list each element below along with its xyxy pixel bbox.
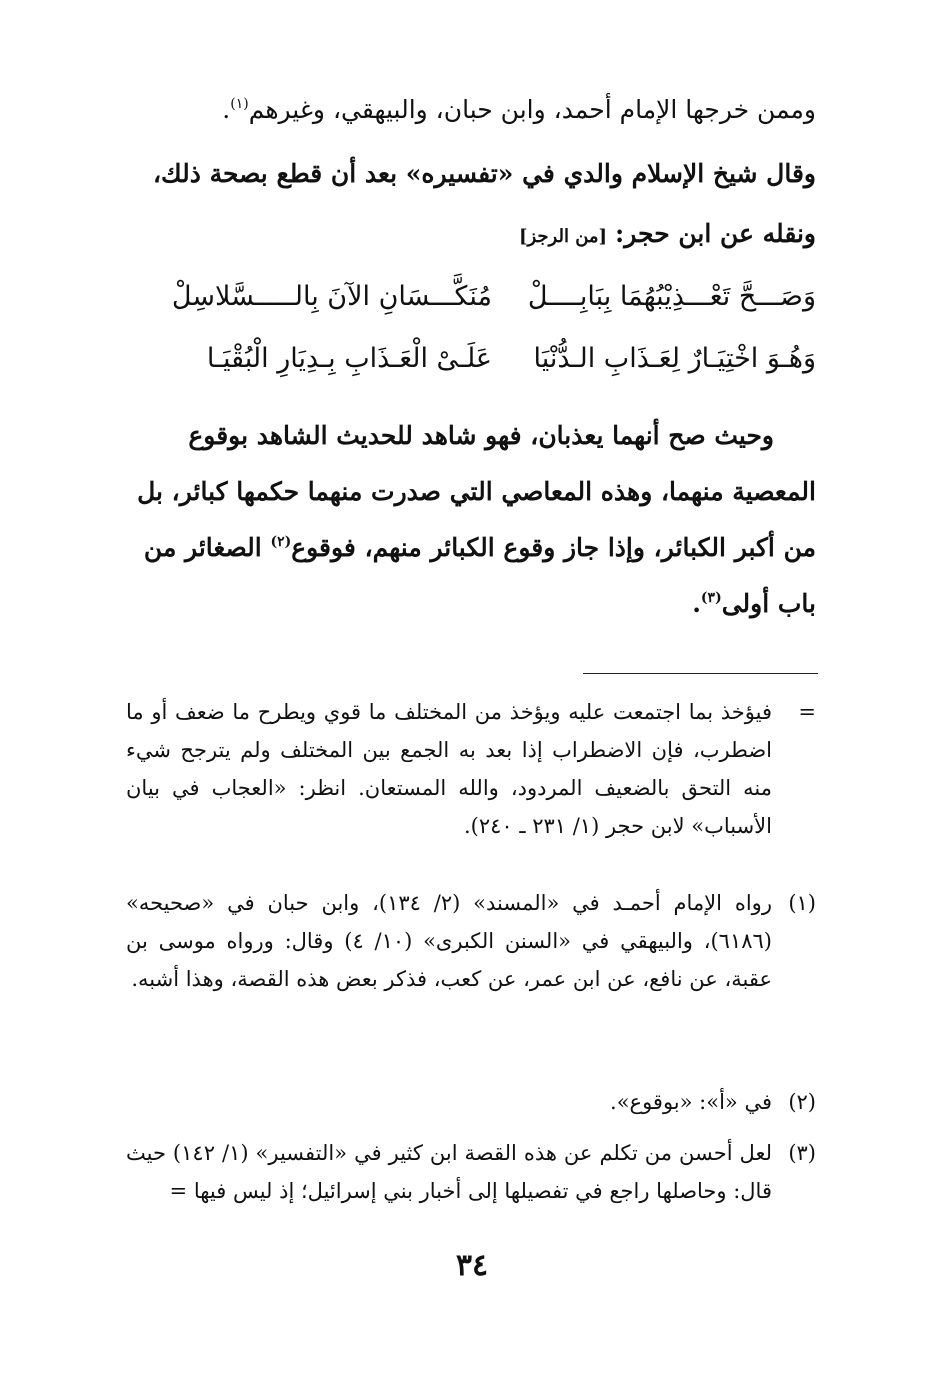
body-line-3-text: ونقله عن ابن حجر: bbox=[615, 219, 816, 248]
footnote-2-number: (٢) bbox=[788, 1090, 816, 1114]
footnote-1 bbox=[126, 884, 816, 998]
body-line-1-end: . bbox=[222, 95, 231, 124]
para-line-4-end: . bbox=[692, 589, 701, 618]
page-number: ٣٤ bbox=[455, 1248, 489, 1283]
footnote-1-text: رواه الإمام أحمـد في «المسند» (٢/ ١٣٤)، وابن حبان في «صحيحه» (٦١٨٦)، والبيهقي في «السنن الكبرى» (١٠/ ٤) وقال: ورواه موسى بن عقبة، عن نافع، عن ابن عمر، عن كعب، فذكر بعض هذه القصة، وهذا أشبه. bbox=[126, 891, 772, 991]
para-line-4 bbox=[126, 582, 816, 626]
footnote-ref-3[interactable]: (٣) bbox=[700, 590, 722, 606]
body-line-2 bbox=[126, 152, 816, 196]
footnote-ref-2[interactable]: (٢) bbox=[270, 534, 292, 550]
para-line-2: المعصية منهما، وهذه المعاصي التي صدرت منهما حكمها كبائر، بل bbox=[137, 477, 816, 506]
verse-1-second-hemistich: مُنَكَّـــسَانِ الآنَ بِالـــــسَّلاسِلْ bbox=[171, 281, 492, 312]
para-line-3-text-a: من أكبر الكبائر، وإذا جاز وقوع الكبائر منهم، فوقوع bbox=[291, 533, 816, 562]
continuation-mark: = bbox=[798, 700, 816, 724]
footnote-3-number: (٣) bbox=[788, 1141, 816, 1165]
body-line-2-text: وقال شيخ الإسلام والدي في «تفسيره» بعد أن قطع بصحة ذلك، bbox=[152, 159, 816, 188]
para-line-3 bbox=[126, 526, 816, 570]
footnote-2-text: في «أ»: «بوقوع». bbox=[610, 1090, 772, 1114]
body-line-1-text: وممن خرجها الإمام أحمد، وابن حبان، والبيهقي، وغيرهم bbox=[248, 95, 816, 124]
footnote-ref-1[interactable]: (١) bbox=[230, 96, 249, 112]
verse-2-first-hemistich: وَهُـوَ اخْتِيَـارٌ لِعَـذَابِ الـدُّنْيَا bbox=[533, 343, 816, 374]
body-line-1 bbox=[126, 88, 816, 132]
footnote-divider bbox=[583, 673, 818, 674]
meter-label: [من الرجز] bbox=[518, 226, 608, 247]
para-line-3-text-b: الصغائر من bbox=[143, 533, 271, 562]
para-line-4-text: باب أولى bbox=[721, 589, 816, 618]
para-line-1: وحيث صح أنهما يعذبان، فهو شاهد للحديث الشاهد بوقوع bbox=[188, 421, 774, 450]
verse-2-second-hemistich: عَلَـىْ الْعَـذَابِ بِـدِيَارِ الْبُقْيَـا bbox=[206, 343, 492, 374]
footnote-3-text: لعل أحسن من تكلم عن هذه القصة ابن كثير في «التفسير» (١/ ١٤٢) حيث قال: وحاصلها راجع في تفصيلها إلى أخبار بني إسرائيل؛ إذ ليس فيها = bbox=[126, 1141, 772, 1203]
verse-1-first-hemistich: وَصَـــحَّ تَعْـــذِيْبُهُمَا بِبَابِــــلْ bbox=[527, 281, 816, 312]
footnote-3 bbox=[126, 1134, 816, 1210]
footnote-1-number: (١) bbox=[788, 891, 816, 915]
footnote-continued-text: فيؤخذ بما اجتمعت عليه ويؤخذ من المختلف ما قوي ويطرح ما ضعف أو ما اضطرب، فإن الاضطراب إذا بعد به الجمع بين المختلف ولم يترجح شيء منه التحق بالضعيف المردود، والله المستعان. انظر: «العجاب في بيان الأسباب» لابن حجر (١/ ٢٣١ ـ ٢٤٠). bbox=[126, 700, 772, 838]
footnote-continued bbox=[126, 693, 816, 845]
body-line-3 bbox=[126, 212, 816, 259]
footnote-2 bbox=[126, 1083, 816, 1121]
